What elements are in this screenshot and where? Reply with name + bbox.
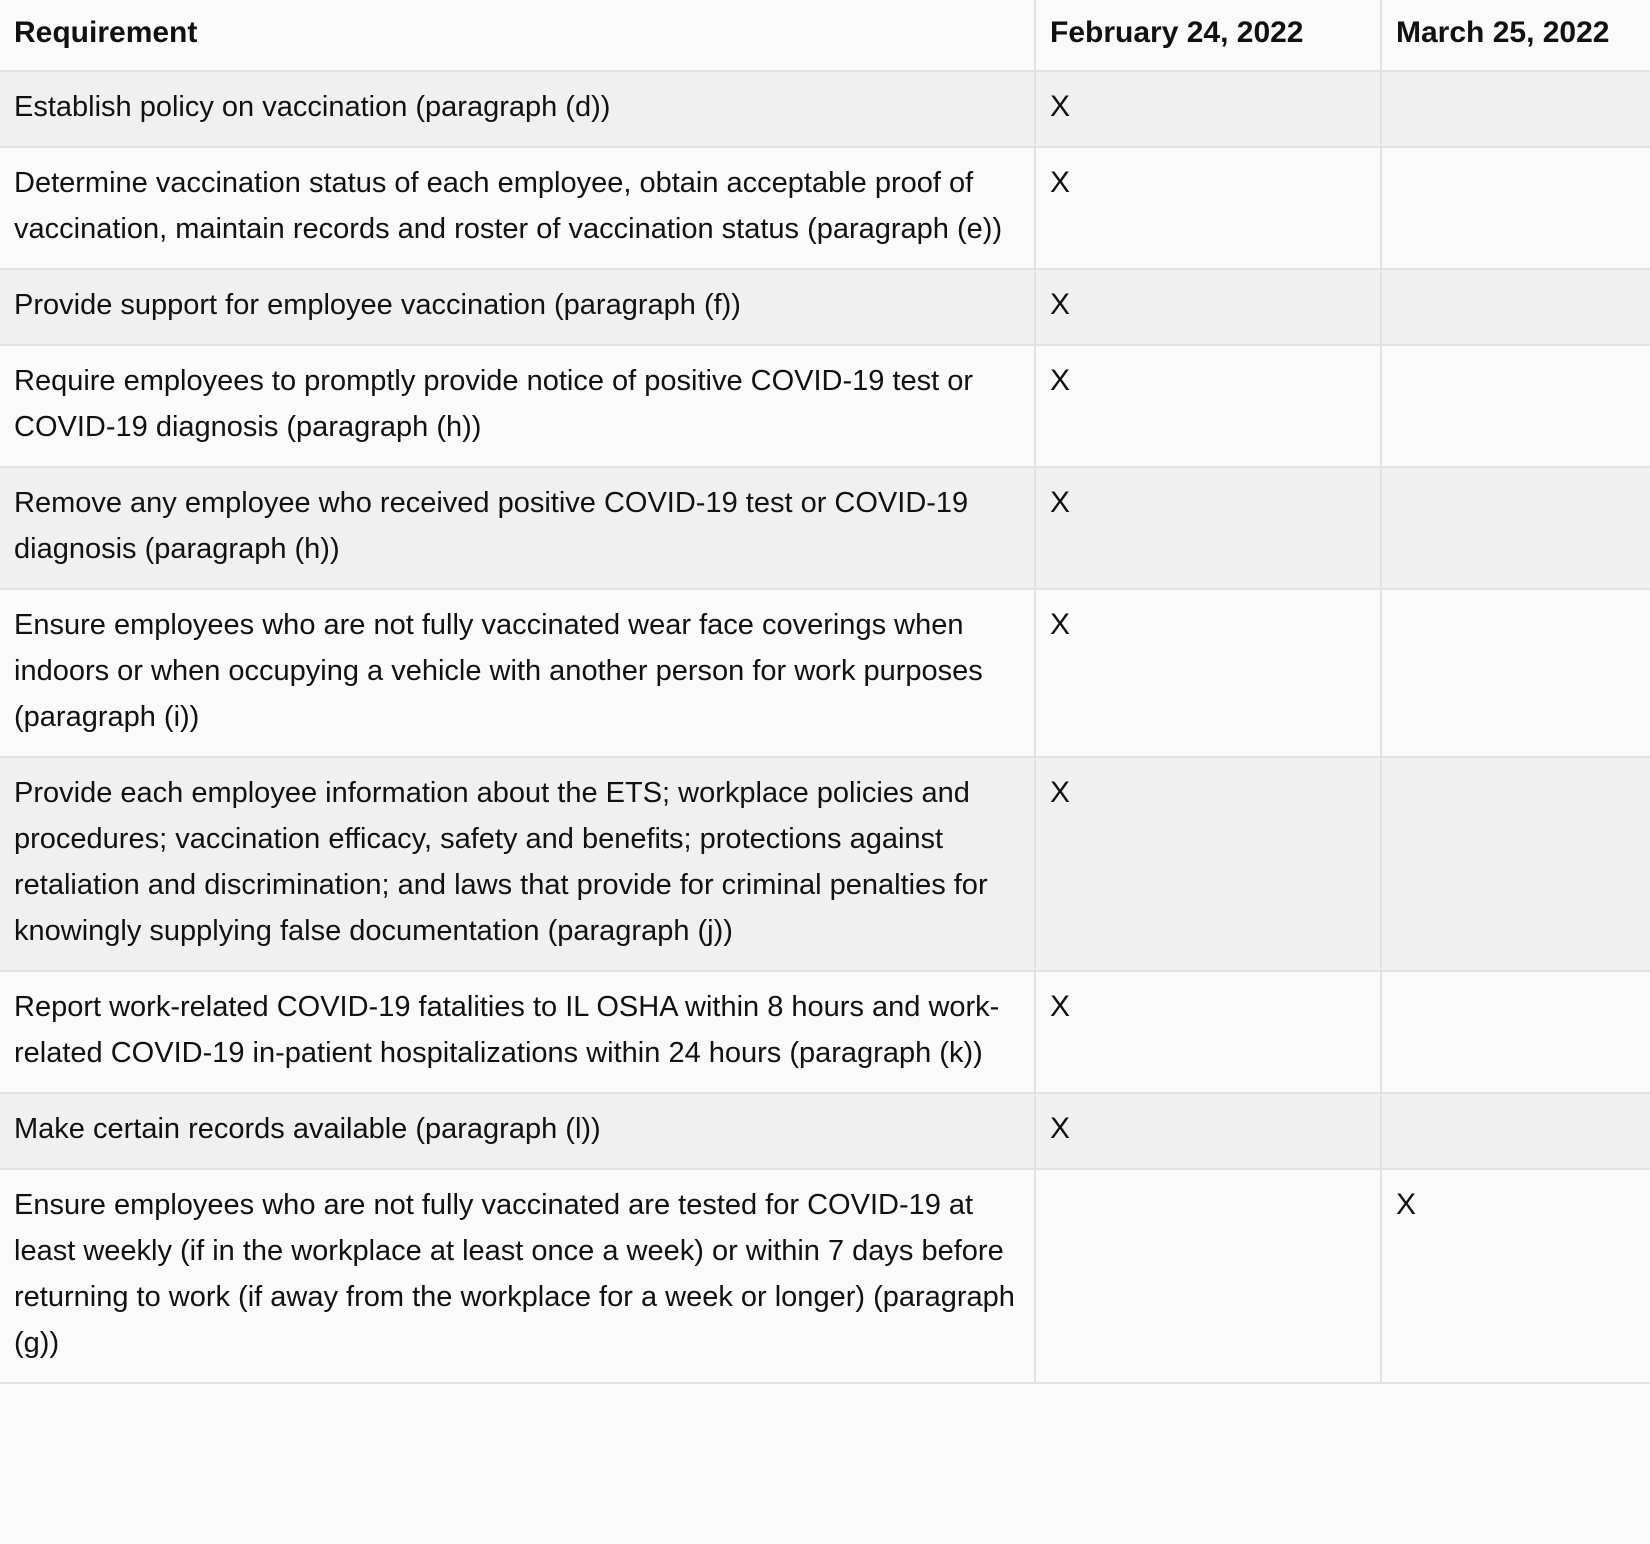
requirement-cell: Report work-related COVID-19 fatalities to IL OSHA within 8 hours and work-related COVID-19 in-patient hospitalizations within 24 hours (paragraph (k)) — [0, 971, 1035, 1093]
february-mark-cell: X — [1035, 147, 1381, 269]
table-row — [0, 1093, 1650, 1169]
february-mark-cell: X — [1035, 345, 1381, 467]
header-row — [0, 0, 1650, 71]
requirement-cell: Make certain records available (paragraph (l)) — [0, 1093, 1035, 1169]
march-mark-cell: X — [1381, 1169, 1650, 1383]
table-row — [0, 1169, 1650, 1383]
table-row — [0, 757, 1650, 971]
table-row — [0, 147, 1650, 269]
february-mark-cell: X — [1035, 971, 1381, 1093]
table-row — [0, 589, 1650, 757]
february-mark-cell: X — [1035, 71, 1381, 147]
march-mark-cell — [1381, 147, 1650, 269]
requirement-cell: Provide support for employee vaccination (paragraph (f)) — [0, 269, 1035, 345]
march-mark-cell — [1381, 345, 1650, 467]
requirement-cell: Ensure employees who are not fully vaccinated wear face coverings when indoors or when occupying a vehicle with another person for work purposes (paragraph (i)) — [0, 589, 1035, 757]
february-mark-cell — [1035, 1169, 1381, 1383]
march-mark-cell — [1381, 269, 1650, 345]
february-mark-cell: X — [1035, 269, 1381, 345]
requirement-cell: Determine vaccination status of each employee, obtain acceptable proof of vaccination, maintain records and roster of vaccination status (paragraph (e)) — [0, 147, 1035, 269]
requirement-cell: Require employees to promptly provide notice of positive COVID-19 test or COVID-19 diagnosis (paragraph (h)) — [0, 345, 1035, 467]
header-date-february: February 24, 2022 — [1035, 0, 1381, 71]
requirement-cell: Establish policy on vaccination (paragraph (d)) — [0, 71, 1035, 147]
february-mark-cell: X — [1035, 467, 1381, 589]
header-requirement: Requirement — [0, 0, 1035, 71]
table-row — [0, 971, 1650, 1093]
table-row — [0, 467, 1650, 589]
march-mark-cell — [1381, 589, 1650, 757]
header-date-march: March 25, 2022 — [1381, 0, 1650, 71]
table-row — [0, 71, 1650, 147]
requirement-cell: Remove any employee who received positive COVID-19 test or COVID-19 diagnosis (paragraph (h)) — [0, 467, 1035, 589]
march-mark-cell — [1381, 1093, 1650, 1169]
table-row — [0, 345, 1650, 467]
february-mark-cell: X — [1035, 1093, 1381, 1169]
requirement-cell: Ensure employees who are not fully vaccinated are tested for COVID-19 at least weekly (if in the workplace at least once a week) or within 7 days before returning to work (if away from the workplace for a week or longer) (paragraph (g)) — [0, 1169, 1035, 1383]
february-mark-cell: X — [1035, 757, 1381, 971]
march-mark-cell — [1381, 757, 1650, 971]
march-mark-cell — [1381, 971, 1650, 1093]
march-mark-cell — [1381, 71, 1650, 147]
table-row — [0, 269, 1650, 345]
february-mark-cell: X — [1035, 589, 1381, 757]
requirement-cell: Provide each employee information about the ETS; workplace policies and procedures; vaccination efficacy, safety and benefits; protections against retaliation and discrimination; and laws that provide for criminal penalties for knowingly supplying false documentation (paragraph (j)) — [0, 757, 1035, 971]
march-mark-cell — [1381, 467, 1650, 589]
